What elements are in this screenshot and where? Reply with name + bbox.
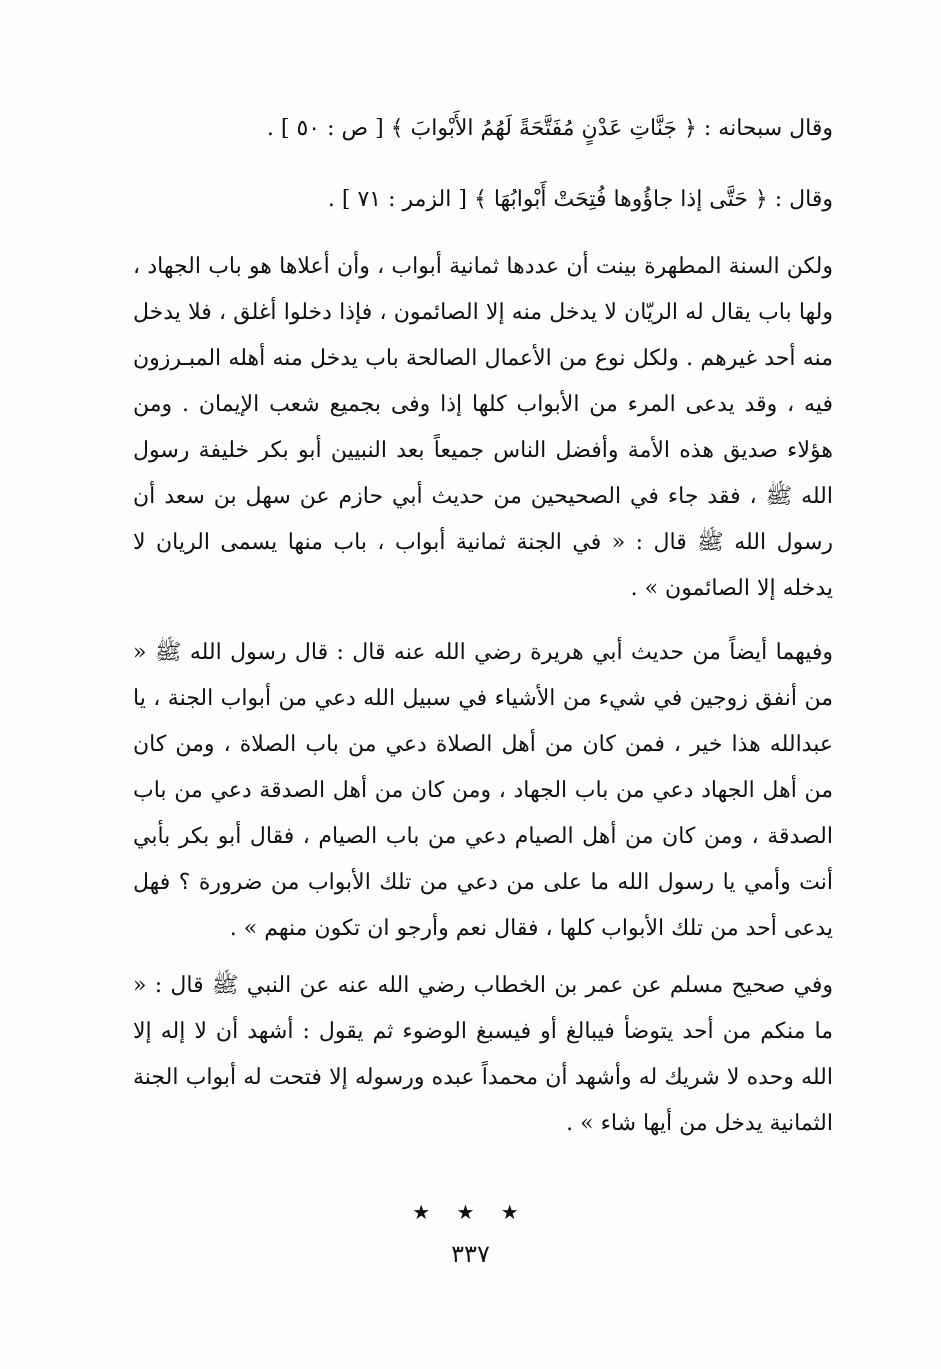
paragraph-abu-hurairah-hadith: وفيهما أيضاً من حديث أبي هريرة رضي الله عنه قال : قال رسول الله ﷺ « من أنفق زوجين في شيء من الأشياء في سبيل الله دعي من أبواب الجنة ، يا عبدالله هذا خير ، فمن كان من أهل الصلاة دعي من باب الصلاة ، ومن كان من أهل الجهاد دعي من باب الجهاد ، ومن كان من أهل الصدقة دعي من باب الصدقة ، ومن كان من أهل الصيام دعي من باب الصيام ، فقال أبو بكر بأبي أنت وأمي يا رسول الله ما على من دعي من تلك الأبواب من ضرورة ؟ فهل يدعى أحد من تلك الأبواب كلها ، فقال نعم وأرجو ان تكون منهم » . bbox=[133, 640, 833, 941]
quran-verse-zumar: وقال : ﴿ حَتَّى إذا جاؤُوها فُتِحَتْ أَبْوابُهَا ﴾ [ الزمر : ٧١ ] . bbox=[327, 187, 833, 212]
section-separator: ★ ★ ★ bbox=[412, 1200, 529, 1224]
paragraph-gates-count: ولكن السنة المطهرة بينت أن عددها ثمانية أبواب ، وأن أعلاها هو باب الجهاد ، ولها باب يقال له الريّان لا يدخل منه إلا الصائمون ، فإذا دخلوا أغلق ، فلا يدخل منه أحد غيرهم . ولكل نوع من الأعمال الصالحة باب يدخل منه أهله المبـرزون فيه ، وقد يدعى المرء من الأبواب كلها إذا وفى بجميع شعب الإيمان . ومن هؤلاء صديق هذه الأمة وأفضل الناس جميعاً بعد النبيين أبو بكر خليفة رسول الله ﷺ ، فقد جاء في الصحيحين من حديث أبي حازم عن سهل بن سعد أن رسول الله ﷺ قال : « في الجنة ثمانية أبواب ، باب منها يسمى الريان لا يدخله إلا الصائمون » . bbox=[133, 254, 833, 601]
paragraph-muslim-hadith: وفي صحيح مسلم عن عمر بن الخطاب رضي الله عنه عن النبي ﷺ قال : « ما منكم من أحد يتوضأ فيبالغ أو فيسبغ الوضوء ثم يقول : أشهد أن لا إله إلا الله وحده لا شريك له وأشهد أن محمداً عبده ورسوله إلا فتحت له أبواب الجنة الثمانية يدخل من أيها شاء » . bbox=[133, 973, 833, 1136]
quran-verse-saad: وقال سبحانه : ﴿ جَنَّاتِ عَدْنٍ مُفَتَّحَةً لَهُمُ الأَبْوابَ ﴾ [ ص : ٥٠ ] . bbox=[266, 116, 833, 141]
page-number: ٣٣٧ bbox=[451, 1240, 490, 1268]
